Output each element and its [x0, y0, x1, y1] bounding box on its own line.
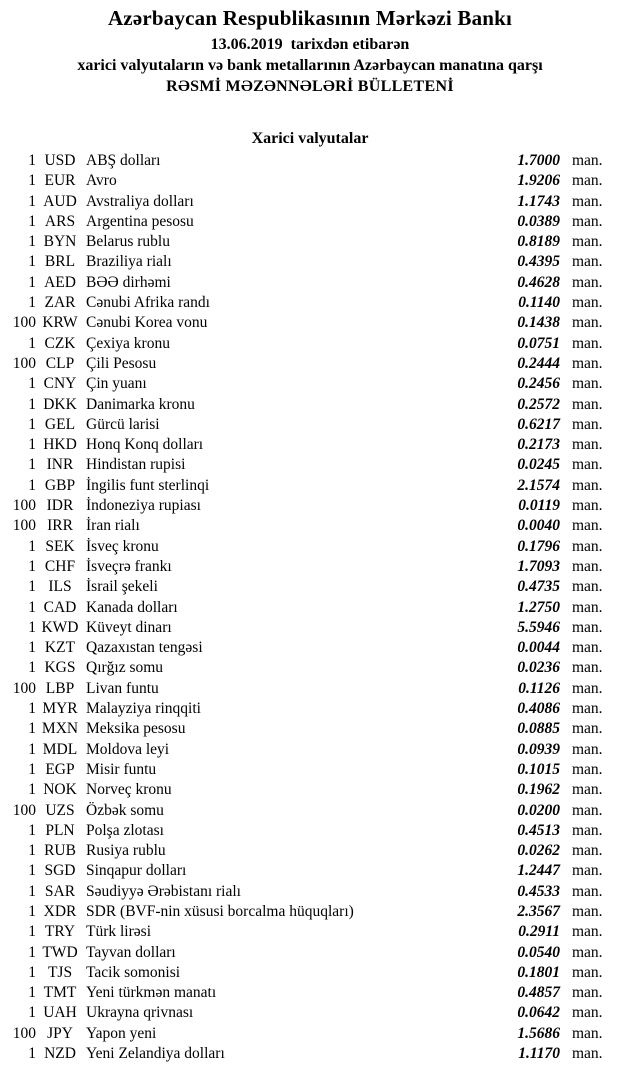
currency-code: KRW [42, 314, 78, 332]
unit-label: man. [572, 1045, 603, 1063]
unit-label: man. [572, 334, 603, 352]
effective-date-line: 13.06.2019 tarixdən etibarən [210, 36, 410, 53]
unit-label: man. [572, 781, 603, 799]
table-row [0, 578, 620, 598]
currency-rate: 1.9206 [517, 172, 560, 190]
currency-quantity: 1 [28, 273, 36, 291]
currency-code: RUB [44, 842, 76, 860]
currency-rate: 0.0044 [517, 639, 560, 657]
currency-name: Hindistan rupisi [86, 456, 186, 474]
table-row [0, 233, 620, 253]
currency-code: IRR [47, 517, 73, 535]
table-row [0, 375, 620, 395]
currency-rate: 0.8189 [517, 233, 560, 251]
currency-code: GBP [44, 476, 76, 494]
currency-name: Yeni türkmən manatı [86, 984, 217, 1002]
currency-quantity: 1 [28, 963, 36, 981]
currency-name: Səudiyyə Ərəbistanı rialı [86, 882, 241, 900]
table-row [0, 558, 620, 578]
table-row [0, 193, 620, 213]
currency-name: Belarus rublu [86, 233, 170, 251]
table-row [0, 923, 620, 943]
currency-quantity: 1 [28, 253, 36, 271]
currency-name: Meksika pesosu [86, 720, 186, 738]
currency-rate: 1.1743 [517, 192, 560, 210]
currency-rate: 0.4857 [517, 984, 560, 1002]
currency-code: UAH [43, 1004, 77, 1022]
currency-rate: 1.7000 [517, 152, 560, 169]
currency-rate: 0.2456 [517, 375, 560, 393]
currency-code: SEK [45, 537, 75, 555]
currency-name: İran rialı [86, 517, 140, 535]
currency-name: Tayvan dolları [86, 943, 176, 961]
currency-quantity: 1 [28, 740, 36, 758]
section-title-foreign-currencies: Xarici valyutalar [251, 130, 369, 147]
currency-quantity: 1 [28, 415, 36, 433]
currency-name: Çexiya kronu [86, 334, 170, 352]
bulletin-title: RƏSMİ MƏZƏNNƏLƏRİ BÜLLETENİ [166, 78, 454, 95]
currency-quantity: 1 [28, 598, 36, 616]
currency-quantity: 1 [28, 476, 36, 494]
currency-name: Braziliya rialı [86, 253, 172, 271]
currency-quantity: 100 [12, 801, 36, 819]
currency-rate: 0.0119 [518, 497, 560, 515]
currency-rate: 0.1140 [518, 294, 560, 312]
table-row [0, 396, 620, 416]
currency-name: Küveyt dinarı [86, 618, 172, 636]
unit-label: man. [572, 578, 603, 596]
table-row [0, 274, 620, 294]
currency-quantity: 1 [28, 1004, 36, 1022]
unit-label: man. [572, 192, 603, 210]
currency-code: XDR [43, 902, 77, 920]
currency-name: İsveç kronu [86, 537, 159, 555]
currency-name: İngilis funt sterlinqi [86, 476, 210, 494]
currency-quantity: 1 [28, 700, 36, 718]
currency-rate: 0.4086 [517, 700, 560, 718]
currency-rate: 0.1126 [518, 679, 560, 697]
currency-rate: 0.0245 [517, 456, 560, 474]
currency-rate: 0.4513 [517, 821, 560, 839]
table-row [0, 700, 620, 720]
currency-code: TJS [47, 963, 73, 981]
table-row [0, 152, 620, 172]
currency-code: HKD [43, 436, 77, 454]
currency-name: Malayziya rinqqiti [86, 700, 201, 718]
currency-quantity: 100 [12, 517, 36, 535]
currency-code: EGP [45, 760, 75, 778]
currency-quantity: 1 [28, 212, 36, 230]
currency-name: Özbək somu [86, 801, 164, 819]
currency-rate: 0.2911 [518, 923, 560, 941]
currency-code: KWD [41, 618, 79, 636]
unit-label: man. [572, 639, 603, 657]
currency-quantity: 1 [28, 294, 36, 312]
currency-name: İndoneziya rupiası [86, 497, 201, 515]
unit-label: man. [572, 1004, 603, 1022]
table-row [0, 497, 620, 517]
unit-label: man. [572, 517, 603, 535]
currency-code: CZK [44, 334, 76, 352]
currency-code: BYN [43, 233, 77, 251]
currency-quantity: 100 [12, 354, 36, 372]
currency-name: Qazaxıstan tengəsi [86, 639, 203, 657]
currency-name: SDR (BVF-nin xüsusi borcalma hüquqları) [86, 902, 354, 920]
currency-rate: 0.2444 [517, 354, 560, 372]
unit-label: man. [572, 943, 603, 961]
unit-label: man. [572, 233, 603, 251]
currency-code: ZAR [44, 294, 76, 312]
currency-code: IDR [46, 497, 74, 515]
currency-quantity: 100 [12, 314, 36, 332]
unit-label: man. [572, 740, 603, 758]
currency-code: UZS [45, 801, 75, 819]
table-row [0, 883, 620, 903]
table-row [0, 314, 620, 334]
unit-label: man. [572, 537, 603, 555]
currency-quantity: 1 [28, 172, 36, 190]
currency-name: Argentina pesosu [86, 212, 194, 230]
currency-quantity: 1 [28, 984, 36, 1002]
currency-quantity: 100 [12, 497, 36, 515]
unit-label: man. [572, 760, 603, 778]
currency-rate: 0.0939 [517, 740, 560, 758]
currency-name: ABŞ dolları [86, 152, 161, 169]
currency-code: GEL [44, 415, 76, 433]
currency-rate: 5.5946 [517, 618, 560, 636]
currency-code: KZT [44, 639, 76, 657]
table-row [0, 680, 620, 700]
table-row [0, 456, 620, 476]
unit-label: man. [572, 152, 603, 169]
unit-label: man. [572, 902, 603, 920]
unit-label: man. [572, 395, 603, 413]
unit-label: man. [572, 172, 603, 190]
currency-quantity: 1 [28, 578, 36, 596]
currency-name: Tacik somonisi [86, 963, 181, 981]
currency-name: İsrail şekeli [86, 578, 158, 596]
currency-code: LBP [45, 679, 75, 697]
currency-rate: 1.2447 [517, 862, 560, 880]
currency-quantity: 1 [28, 456, 36, 474]
unit-label: man. [572, 882, 603, 900]
table-row [0, 781, 620, 801]
currency-rate: 0.4628 [517, 273, 560, 291]
currency-rate: 0.1015 [517, 760, 560, 778]
currency-name: Misir funtu [86, 760, 157, 778]
currency-quantity: 1 [28, 639, 36, 657]
currency-code: NZD [44, 1045, 76, 1063]
currency-code: KGS [44, 659, 76, 677]
currency-name: Cənubi Afrika randı [86, 294, 210, 312]
table-row [0, 172, 620, 192]
currency-rate: 0.1962 [517, 781, 560, 799]
currency-code: SGD [44, 862, 76, 880]
unit-label: man. [572, 273, 603, 291]
currency-rate: 1.7093 [517, 557, 560, 575]
currency-quantity: 1 [28, 760, 36, 778]
currency-quantity: 1 [28, 152, 36, 169]
unit-label: man. [572, 354, 603, 372]
currency-rate: 0.0040 [517, 517, 560, 535]
table-row [0, 538, 620, 558]
currency-name: Çili Pesosu [86, 354, 157, 372]
unit-label: man. [572, 557, 603, 575]
currency-quantity: 1 [28, 395, 36, 413]
currency-name: Yeni Zelandiya dolları [86, 1045, 225, 1063]
currency-rate: 0.0236 [517, 659, 560, 677]
exchange-rates-table [0, 152, 620, 1065]
currency-rate: 2.1574 [517, 476, 560, 494]
currency-name: Cənubi Korea vonu [86, 314, 208, 332]
currency-name: Avro [86, 172, 117, 190]
currency-code: AUD [43, 192, 77, 210]
table-row [0, 802, 620, 822]
currency-name: Sinqapur dolları [86, 862, 187, 880]
currency-code: NOK [43, 781, 77, 799]
currency-rate: 0.4395 [517, 253, 560, 271]
unit-label: man. [572, 598, 603, 616]
currency-quantity: 100 [12, 679, 36, 697]
table-row [0, 639, 620, 659]
table-row [0, 842, 620, 862]
currency-quantity: 1 [28, 659, 36, 677]
currency-rate: 0.0200 [517, 801, 560, 819]
currency-code: TWD [42, 943, 78, 961]
currency-quantity: 1 [28, 537, 36, 555]
table-row [0, 1025, 620, 1045]
unit-label: man. [572, 212, 603, 230]
currency-code: EUR [44, 172, 76, 190]
unit-label: man. [572, 842, 603, 860]
currency-rate: 0.1796 [517, 537, 560, 555]
table-row [0, 720, 620, 740]
currency-code: MDL [42, 740, 78, 758]
unit-label: man. [572, 436, 603, 454]
currency-name: Türk lirəsi [86, 923, 151, 941]
currency-name: İsveçrə frankı [86, 557, 172, 575]
currency-rate: 0.1801 [517, 963, 560, 981]
table-row [0, 253, 620, 273]
currency-name: Gürcü larisi [86, 415, 160, 433]
currency-rate: 1.1170 [518, 1045, 560, 1063]
unit-label: man. [572, 659, 603, 677]
unit-label: man. [572, 720, 603, 738]
currency-rate: 0.0885 [517, 720, 560, 738]
currency-quantity: 1 [28, 862, 36, 880]
currency-code: CLP [45, 354, 75, 372]
unit-label: man. [572, 984, 603, 1002]
unit-label: man. [572, 1024, 603, 1042]
unit-label: man. [572, 253, 603, 271]
currency-rate: 0.2173 [517, 436, 560, 454]
currency-code: TRY [44, 923, 76, 941]
bank-name-title: Azərbaycan Respublikasının Mərkəzi Bankı [107, 6, 513, 30]
currency-quantity: 1 [28, 1045, 36, 1063]
currency-rate: 0.4735 [517, 578, 560, 596]
currency-code: CAD [43, 598, 77, 616]
currency-rate: 0.4533 [517, 882, 560, 900]
unit-label: man. [572, 923, 603, 941]
currency-quantity: 1 [28, 923, 36, 941]
table-row [0, 862, 620, 882]
currency-name: Avstraliya dolları [86, 192, 194, 210]
currency-rate: 0.0642 [517, 1004, 560, 1022]
currency-quantity: 1 [28, 192, 36, 210]
table-row [0, 517, 620, 537]
currency-code: TMT [43, 984, 77, 1002]
table-row [0, 477, 620, 497]
currency-rate: 0.0751 [517, 334, 560, 352]
currency-name: Honq Konq dolları [86, 436, 204, 454]
unit-label: man. [572, 862, 603, 880]
currency-quantity: 1 [28, 375, 36, 393]
currency-quantity: 1 [28, 821, 36, 839]
unit-label: man. [572, 415, 603, 433]
currency-rate: 0.1438 [517, 314, 560, 332]
currency-code: ILS [48, 578, 72, 596]
currency-quantity: 1 [28, 781, 36, 799]
unit-label: man. [572, 314, 603, 332]
currency-name: Moldova leyi [86, 740, 170, 758]
table-row [0, 903, 620, 923]
table-row [0, 1004, 620, 1024]
table-row [0, 436, 620, 456]
currency-code: JPY [47, 1024, 73, 1042]
currency-rate: 0.6217 [517, 415, 560, 433]
unit-label: man. [572, 679, 603, 697]
unit-label: man. [572, 456, 603, 474]
bulletin-header [0, 0, 620, 98]
currency-code: USD [44, 152, 76, 169]
currency-code: CNY [43, 375, 77, 393]
table-row [0, 741, 620, 761]
currency-code: MXN [41, 720, 79, 738]
currency-name: Danimarka kronu [86, 395, 195, 413]
table-row [0, 1045, 620, 1065]
table-row [0, 659, 620, 679]
currency-quantity: 1 [28, 720, 36, 738]
currency-name: BƏƏ dirhəmi [86, 273, 171, 291]
unit-label: man. [572, 476, 603, 494]
table-row [0, 335, 620, 355]
currency-quantity: 1 [28, 943, 36, 961]
table-row [0, 599, 620, 619]
bulletin-subtitle: xarici valyutaların və bank metallarının Azərbaycan manatına qarşı [77, 57, 543, 74]
table-row [0, 416, 620, 436]
unit-label: man. [572, 963, 603, 981]
currency-name: Yapon yeni [86, 1024, 157, 1042]
currency-quantity: 1 [28, 902, 36, 920]
currency-quantity: 1 [28, 618, 36, 636]
currency-rate: 2.3567 [517, 902, 560, 920]
currency-rate: 1.2750 [517, 598, 560, 616]
currency-quantity: 1 [28, 557, 36, 575]
currency-quantity: 1 [28, 436, 36, 454]
currency-code: PLN [45, 821, 75, 839]
currency-code: SAR [44, 882, 76, 900]
currency-name: Norveç kronu [86, 781, 172, 799]
currency-rate: 0.2572 [517, 395, 560, 413]
currency-code: AED [44, 273, 76, 291]
currency-name: Qırğız somu [86, 659, 164, 677]
currency-name: Kanada dolları [86, 598, 178, 616]
table-row [0, 964, 620, 984]
currency-name: Livan funtu [86, 679, 159, 697]
table-row [0, 822, 620, 842]
unit-label: man. [572, 821, 603, 839]
currency-quantity: 1 [28, 842, 36, 860]
currency-quantity: 100 [12, 1024, 36, 1042]
table-row [0, 294, 620, 314]
currency-code: BRL [44, 253, 76, 271]
unit-label: man. [572, 497, 603, 515]
currency-code: ARS [44, 212, 76, 230]
currency-quantity: 1 [28, 334, 36, 352]
table-row [0, 761, 620, 781]
unit-label: man. [572, 294, 603, 312]
currency-name: Ukrayna qrivnası [86, 1004, 194, 1022]
currency-code: CHF [44, 557, 76, 575]
table-row [0, 944, 620, 964]
unit-label: man. [572, 700, 603, 718]
unit-label: man. [572, 375, 603, 393]
currency-name: Çin yuanı [86, 375, 147, 393]
unit-label: man. [572, 618, 603, 636]
table-row [0, 213, 620, 233]
currency-code: INR [46, 456, 74, 474]
currency-name: Rusiya rublu [86, 842, 166, 860]
currency-code: DKK [43, 395, 77, 413]
currency-rate: 0.0262 [517, 842, 560, 860]
currency-rate: 0.0389 [517, 212, 560, 230]
currency-quantity: 1 [28, 233, 36, 251]
unit-label: man. [572, 801, 603, 819]
currency-name: Polşa zlotası [86, 821, 164, 839]
table-row [0, 984, 620, 1004]
table-row [0, 619, 620, 639]
currency-quantity: 1 [28, 882, 36, 900]
currency-rate: 0.0540 [517, 943, 560, 961]
currency-rate: 1.5686 [517, 1024, 560, 1042]
table-row [0, 355, 620, 375]
currency-code: MYR [42, 700, 78, 718]
